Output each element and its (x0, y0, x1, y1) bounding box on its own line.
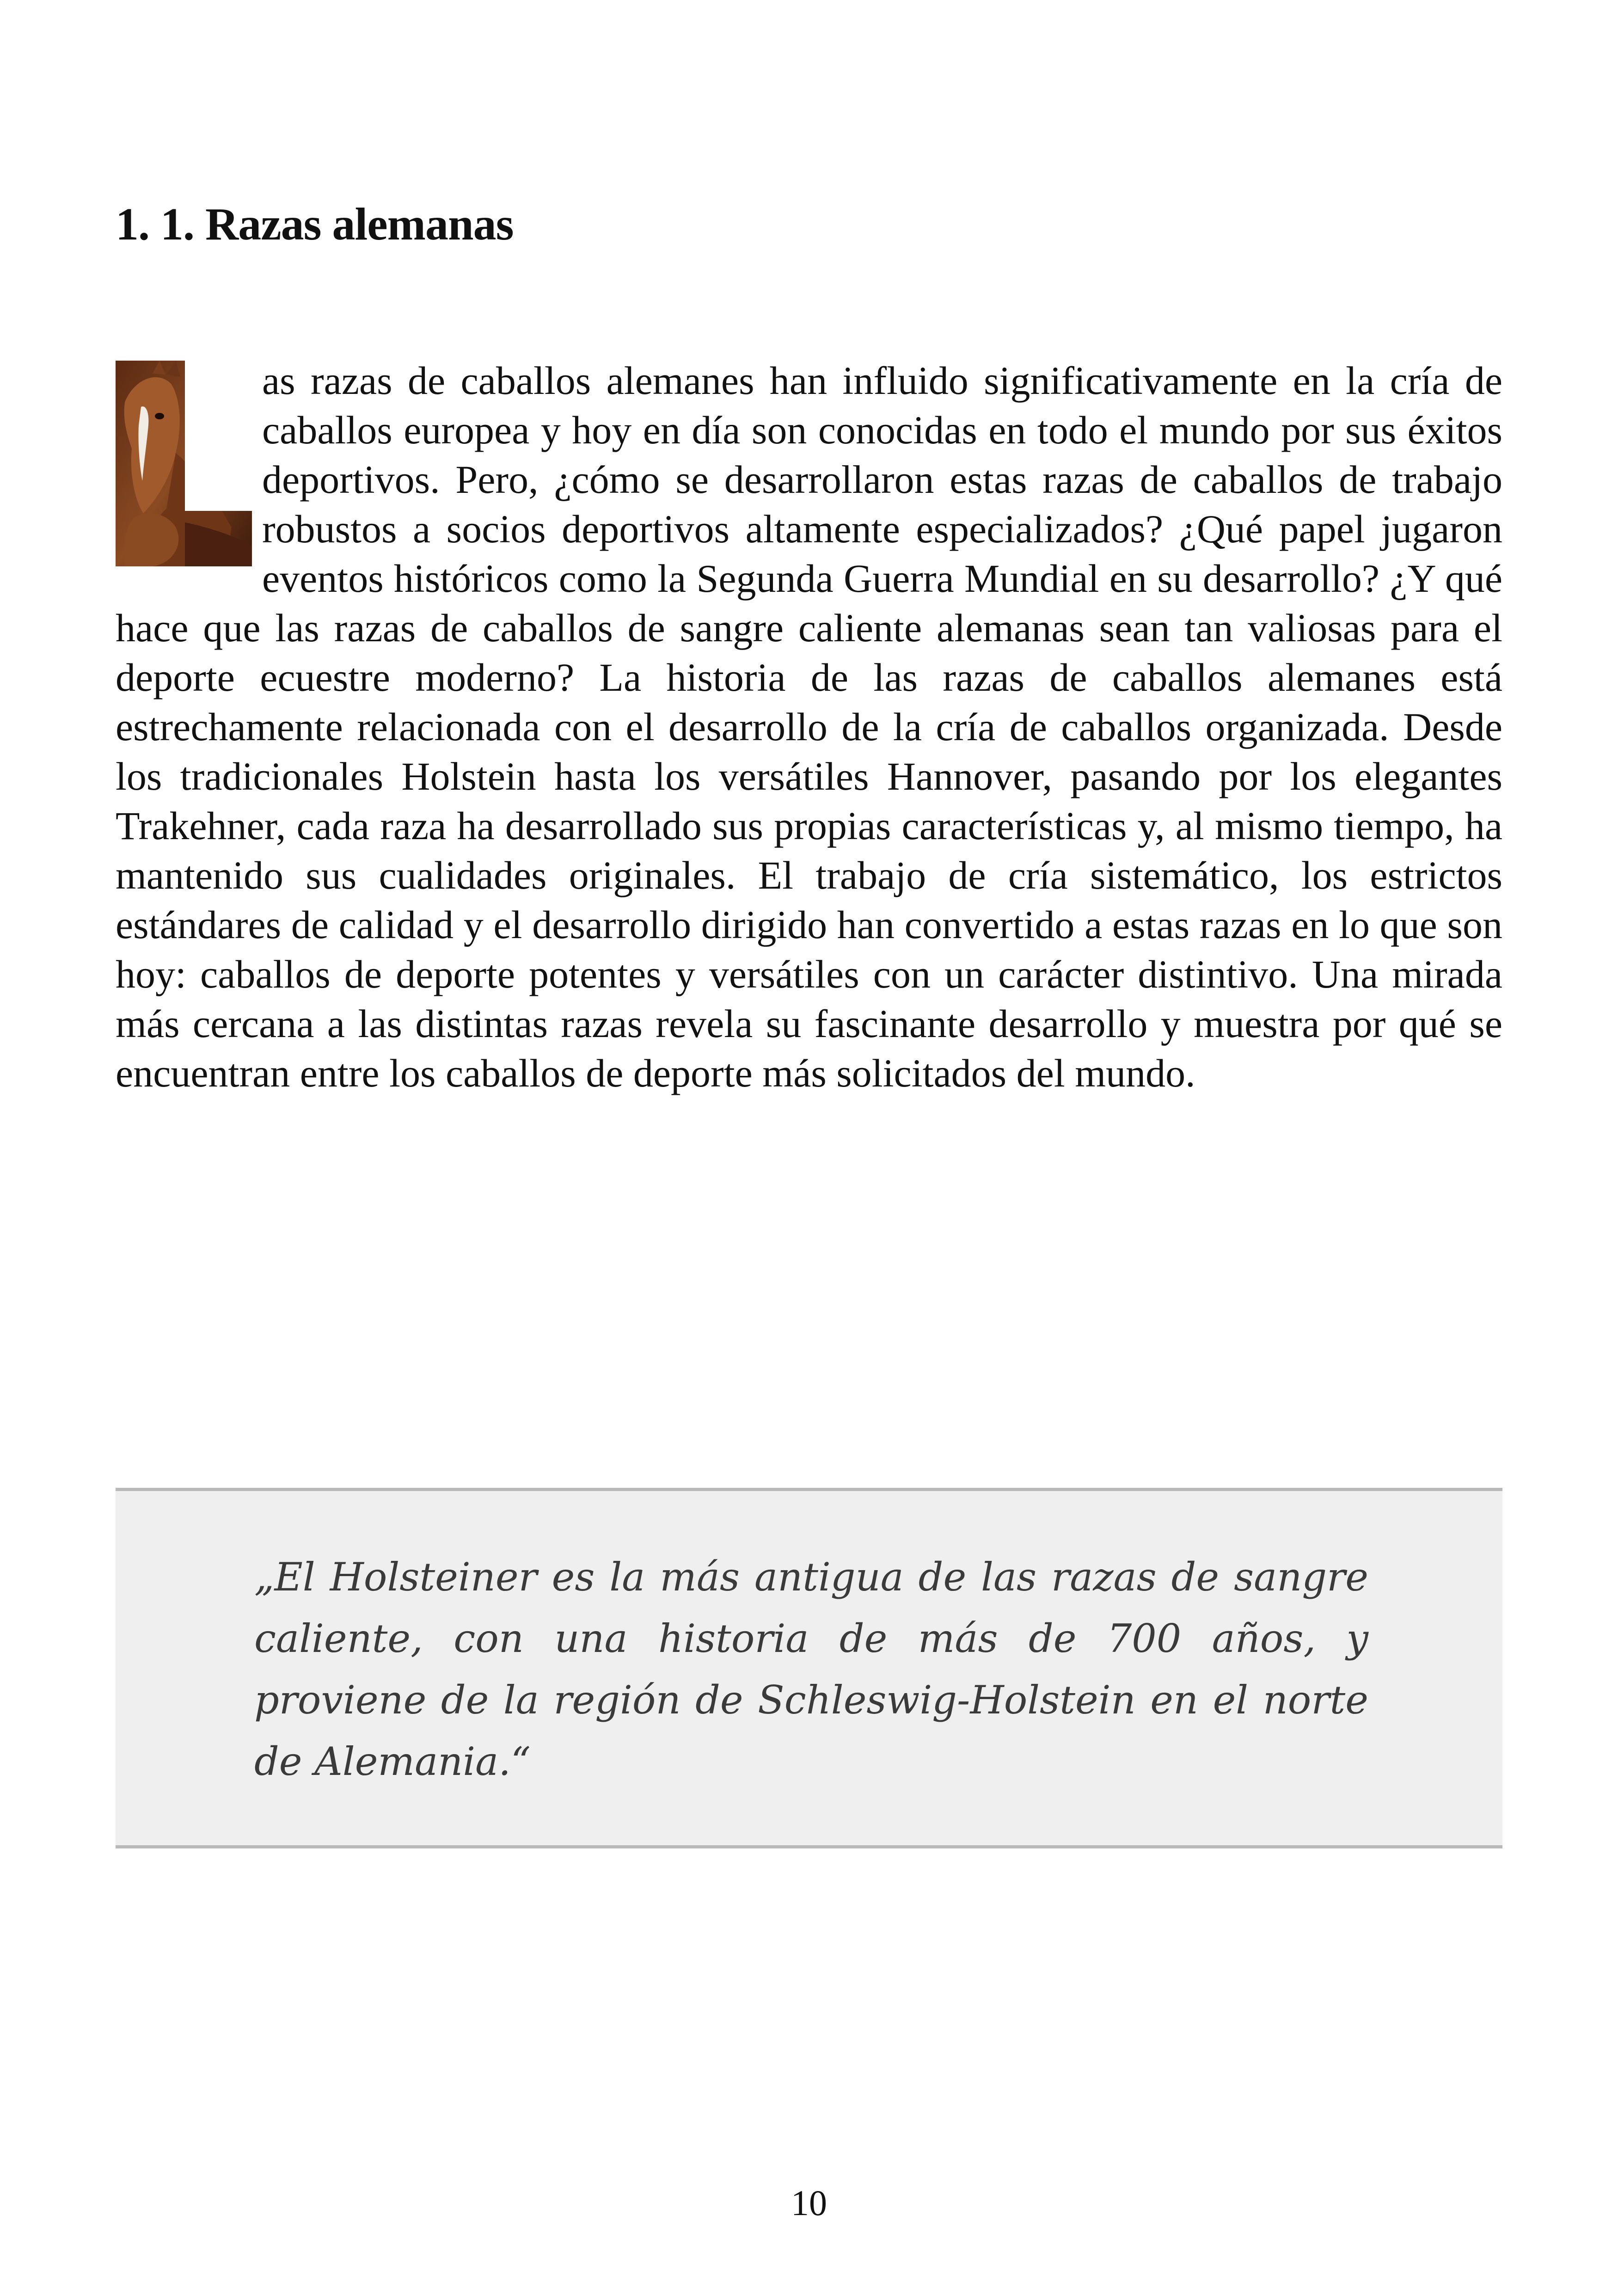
body-paragraph (116, 356, 1502, 1098)
pull-quote-text: „El Holsteiner es la más antigua de las razas de sangre caliente, con una historia de más de 700 años, y proviene de la región de Schleswig-Holstein en el norte de Alemania.“ (254, 1554, 1368, 1784)
page-number: 10 (791, 2183, 827, 2223)
drop-cap-letter (116, 361, 252, 566)
pull-quote-box (116, 1488, 1502, 1848)
horse-head-icon (116, 361, 252, 566)
section-heading: 1. 1. Razas alemanas (116, 198, 514, 250)
body-paragraph-text: as razas de caballos alemanes han influido significativamente en la cría de caballos europea y hoy en día son conocidas en todo el mundo por sus éxitos deportivos. Pero, ¿cómo se desarrollaron estas razas de caballos de trabajo robustos a socios deportivos altamente especializados? ¿Qué papel jugaron eventos históricos como la Segunda Guerra Mundial en su desarrollo? ¿Y qué hace que las razas de caballos de sangre caliente alemanas sean tan valiosas para el deporte ecuestre moderno? La historia de las razas de caballos alemanes está estrechamente relacionada con el desarrollo de la cría de caballos organizada. Desde los tradicionales Holstein hasta los versátiles Hannover, pasando por los elegantes Trakehner, cada raza ha desarrollado sus propias características y, al mismo tiempo, ha mantenido sus cualidades originales. El trabajo de cría sistemático, los estrictos estándares de calidad y el desarrollo dirigido han convertido a estas razas en lo que son hoy: caballos de deporte potentes y versátiles con un carácter distintivo. Una mirada más cercana a las distintas razas revela su fascinante desarrollo y muestra por qué se encuentran entre los caballos de deporte más solicitados del mundo. (116, 358, 1502, 1095)
